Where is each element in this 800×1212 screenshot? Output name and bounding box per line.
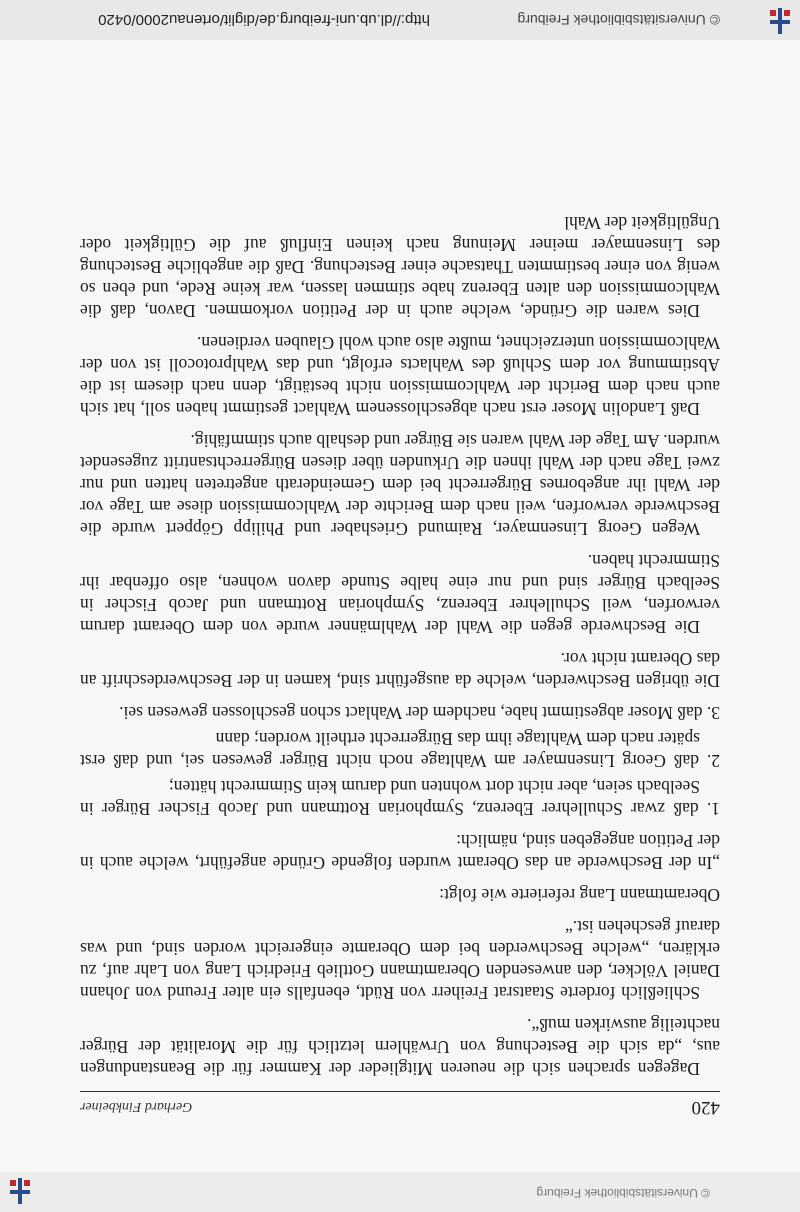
- list-item: 2. daß Georg Linsenmayer am Wahltage noch nicht Bürger gewesen sei, und daß erst später nach dem Wahltage ihm das Bürgerrecht ertheilt worden; dann: [80, 729, 720, 771]
- paragraph: Die übrigen Beschwerden, welche da ausgeführt sind, kamen in der Beschwerdeschrift an das Oberamt nicht vor.: [80, 649, 720, 691]
- paragraph: Oberamtmann Lang referierte wie folgt:: [439, 885, 720, 905]
- body-text: [80, 202, 720, 1080]
- paragraph: Die Beschwerde gegen die Wahl der Wahlmänner wurde von dem Oberamt darum verworfen, weil Schullehrer Eberenz, Symphorian Rottmann und Jacob Fischer in Seelbach Bürger sind und nur eine halbe Stunde davon wohnen, also offenbar ihr Stimmrecht haben.: [80, 551, 720, 637]
- library-logo-icon: [770, 8, 790, 34]
- bottom-strip: [0, 0, 800, 40]
- list-item: 1. daß zwar Schullehrer Eberenz, Symphorian Rottmann und Jacob Fischer Bürger in Seelbach seien, aber nicht dort wohnten und darum kein Stimmrecht hätten;: [80, 777, 720, 819]
- paragraph: Dies waren die Gründe, welche auch in der Petition vorkommen. Davon, daß die Wahlcommission den alten Eberenz habe stimmen lassen, war keine Rede, und eben so wenig von einer bestimmten Thatsache einer Bestechung. Daß die angebliche Bestechung des Linsenmayer meiner Meinung nach keinen Einfluß auf die Gültigkeit oder Ungültigkeit der Wahl: [80, 213, 720, 321]
- paragraph: Daß Landolin Moser erst nach abgeschlossenem Wahlact gestimmt haben soll, hat sich auch nach dem Bericht der Wahlcommission nicht bestätigt, denn nach diesem ist die Abstimmung vor dem Schluß des Wahlacts erfolgt, und das Wahlprotocoll ist von der Wahlcommission unterzeichnet, mußte also auch wohl Glauben verdienen.: [80, 333, 720, 419]
- library-notice-bottom: © Universitätsbibliothek Freiburg: [517, 12, 720, 28]
- paragraph: Wegen Georg Linsenmayer, Raimund Grieshaber und Philipp Göppert wurde die Beschwerde verworfen, weil nach dem Berichte der Wahlcommission diese am Tage vor der Wahl ihr angebornes Bürgerrecht bei dem Gemeinderath angetreten hatten und nur zwei Tage nach der Wahl ihnen die Urkunden über diesen Bürgerrechtsantritt zugesendet wurden. Am Tage der Wahl waren sie Bürger und deshalb auch stimmfähig.: [80, 431, 720, 539]
- paragraph: Dagegen sprachen sich die neueren Mitglieder der Kammer für die Beanstandungen aus, „da sich die Bestechung von Urwählern letztlich für die Moralität der Bürger nachteilig auswirken muß“.: [80, 1015, 720, 1079]
- running-title: Gerhard Finkbeiner: [80, 1099, 193, 1114]
- paragraph: Schließlich forderte Staatsrat Freiherr von Rüdt, ebenfalls ein alter Freund von Johann Daniel Völcker, den anwesenden Oberamtmann Gottlieb Friedrich Lang von Lahr auf, zu erklären, „welche Beschwerden bei dem Oberamte eingereicht worden sind, und was darauf geschehen ist.“: [80, 917, 720, 1003]
- page-header: [80, 1091, 720, 1122]
- page-number: 420: [691, 1097, 720, 1118]
- library-logo-icon: [10, 1178, 30, 1204]
- list-item: 3. daß Moser abgestimmt habe, nachdem der Wahlact schon geschlossen gewesen sei.: [119, 703, 720, 723]
- paragraph: „In der Beschwerde an das Oberamt wurden folgende Gründe angeführt, welche auch in der Petition angegeben sind, nämlich:: [80, 831, 720, 873]
- source-url[interactable]: http://dl.ub.uni-freiburg.de/diglit/ortenau2000/0420: [98, 11, 430, 28]
- library-notice-top: © Universitätsbibliothek Freiburg: [536, 1186, 710, 1200]
- top-strip: [0, 1172, 800, 1212]
